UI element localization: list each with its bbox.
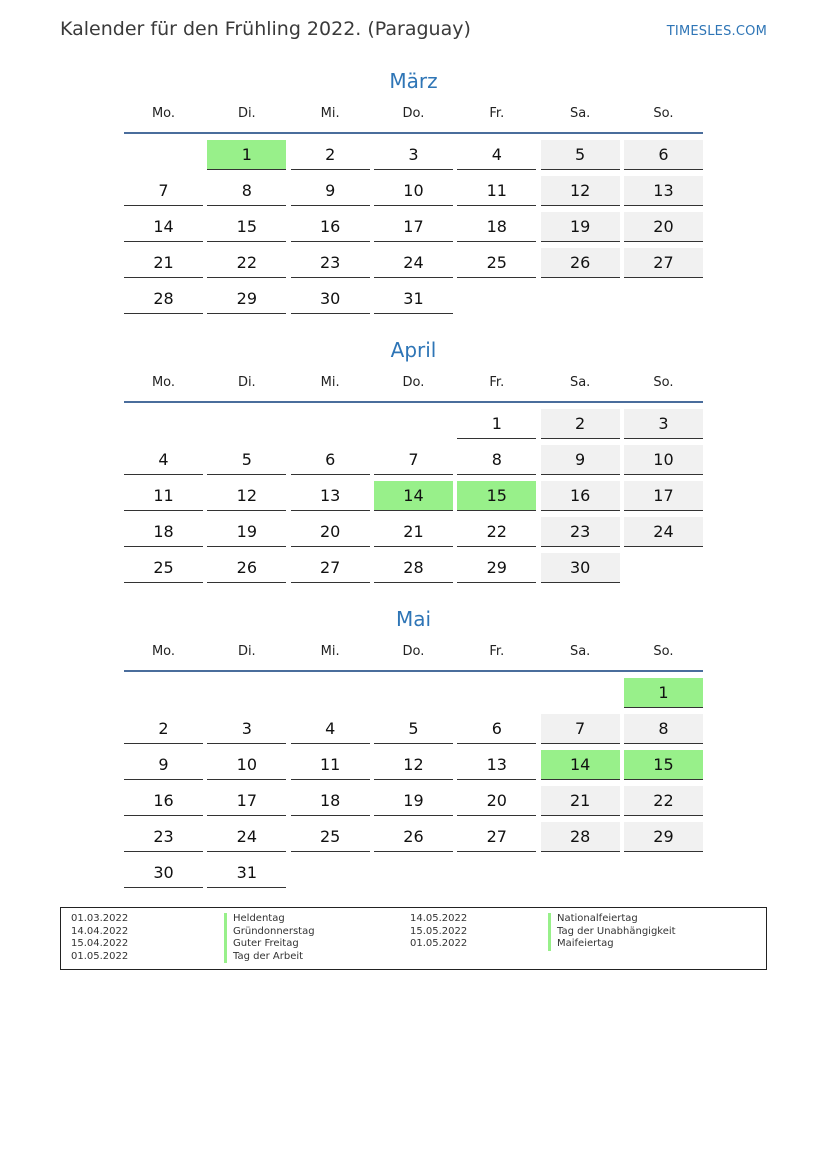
day-cell: 4 [124, 445, 203, 475]
legend-date: 14.04.2022 [71, 925, 129, 937]
weekday-header [124, 373, 703, 403]
month-may [124, 604, 703, 888]
day-cell: 2 [291, 140, 370, 170]
day-cell: 19 [374, 786, 453, 816]
day-cell: 27 [457, 822, 536, 852]
weekday-label: Fr. [489, 644, 505, 659]
month-name: März [389, 69, 438, 93]
weekday-label: Mo. [151, 106, 176, 121]
holiday-day-cell: 14 [374, 481, 453, 511]
day-cell: 29 [624, 822, 703, 852]
month-name: Mai [395, 607, 432, 631]
page-title: Kalender für den Frühling 2022. (Paraguay) [60, 18, 471, 40]
holiday-day-cell: 15 [457, 481, 536, 511]
legend-dates-right [410, 913, 467, 951]
holiday-day-cell: 15 [624, 750, 703, 780]
day-cell: 3 [374, 140, 453, 170]
legend-holiday-name: Tag der Arbeit [224, 951, 315, 964]
legend-holiday-name: Gründonnerstag [224, 926, 315, 939]
day-cell: 23 [291, 248, 370, 278]
day-cell: 6 [624, 140, 703, 170]
empty-cell [124, 678, 203, 707]
legend-dates-left [71, 913, 128, 963]
day-cell: 31 [207, 858, 286, 888]
weekday-header [124, 104, 703, 134]
day-cell: 27 [624, 248, 703, 278]
holiday-day-cell: 1 [624, 678, 703, 708]
weekday-label: So. [653, 644, 674, 659]
day-cell: 3 [624, 409, 703, 439]
day-cell: 28 [541, 822, 620, 852]
day-cell: 8 [457, 445, 536, 475]
day-cell: 23 [541, 517, 620, 547]
day-cell: 7 [374, 445, 453, 475]
day-cell: 24 [374, 248, 453, 278]
weekday-label: So. [653, 375, 674, 390]
legend-names-left [224, 913, 315, 963]
day-cell: 25 [457, 248, 536, 278]
day-grid [124, 140, 703, 314]
weekday-label: Do. [402, 375, 425, 390]
day-cell: 16 [124, 786, 203, 816]
weekday-label: Fr. [489, 375, 505, 390]
weekday-label: Do. [402, 106, 425, 121]
legend-date: 01.05.2022 [71, 950, 129, 962]
day-cell: 7 [541, 714, 620, 744]
day-cell: 21 [374, 517, 453, 547]
legend-holiday-name: Heldentag [224, 913, 315, 926]
day-cell: 11 [124, 481, 203, 511]
day-cell: 24 [207, 822, 286, 852]
day-cell: 27 [291, 553, 370, 583]
weekday-label: Sa. [569, 106, 591, 121]
day-cell: 10 [374, 176, 453, 206]
empty-cell [291, 409, 370, 438]
day-cell: 28 [124, 284, 203, 314]
weekday-label: Mi. [320, 375, 340, 390]
weekday-label: Sa. [569, 375, 591, 390]
day-cell: 3 [207, 714, 286, 744]
holiday-day-cell: 14 [541, 750, 620, 780]
day-cell: 25 [124, 553, 203, 583]
day-cell: 30 [291, 284, 370, 314]
day-cell: 7 [124, 176, 203, 206]
day-cell: 11 [457, 176, 536, 206]
day-cell: 20 [291, 517, 370, 547]
day-cell: 15 [207, 212, 286, 242]
day-cell: 26 [207, 553, 286, 583]
weekday-label: Mo. [151, 375, 176, 390]
day-cell: 22 [457, 517, 536, 547]
day-grid [124, 678, 703, 888]
legend-date: 15.05.2022 [410, 925, 468, 937]
day-cell: 2 [541, 409, 620, 439]
day-cell: 19 [541, 212, 620, 242]
empty-cell [374, 409, 453, 438]
day-cell: 21 [541, 786, 620, 816]
weekday-label: Mi. [320, 106, 340, 121]
legend-date: 01.05.2022 [410, 938, 468, 950]
weekday-header [124, 642, 703, 672]
day-cell: 20 [457, 786, 536, 816]
day-cell: 14 [124, 212, 203, 242]
day-cell: 6 [291, 445, 370, 475]
day-cell: 18 [291, 786, 370, 816]
day-cell: 29 [457, 553, 536, 583]
day-cell: 30 [124, 858, 203, 888]
day-cell: 16 [541, 481, 620, 511]
empty-cell [291, 678, 370, 707]
day-cell: 28 [374, 553, 453, 583]
day-cell: 5 [207, 445, 286, 475]
day-grid [124, 409, 703, 583]
day-cell: 12 [374, 750, 453, 780]
day-cell: 25 [291, 822, 370, 852]
legend-names-right [548, 913, 676, 951]
holiday-legend [60, 907, 767, 970]
day-cell: 8 [207, 176, 286, 206]
empty-cell [374, 678, 453, 707]
day-cell: 16 [291, 212, 370, 242]
empty-cell [457, 678, 536, 707]
day-cell: 13 [457, 750, 536, 780]
day-cell: 30 [541, 553, 620, 583]
empty-cell [124, 409, 203, 438]
day-cell: 26 [541, 248, 620, 278]
brand-link[interactable]: TIMESLES.COM [666, 24, 767, 39]
weekday-label: Mo. [151, 644, 176, 659]
legend-date: 14.05.2022 [410, 913, 468, 924]
weekday-label: Di. [237, 106, 256, 121]
legend-holiday-name: Tag der Unabhängigkeit [548, 926, 676, 939]
day-cell: 9 [124, 750, 203, 780]
weekday-label: Di. [237, 644, 256, 659]
day-cell: 26 [374, 822, 453, 852]
day-cell: 12 [207, 481, 286, 511]
day-cell: 18 [457, 212, 536, 242]
legend-holiday-name: Guter Freitag [224, 938, 315, 951]
day-cell: 1 [457, 409, 536, 439]
day-cell: 22 [624, 786, 703, 816]
day-cell: 5 [541, 140, 620, 170]
day-cell: 18 [124, 517, 203, 547]
day-cell: 17 [207, 786, 286, 816]
day-cell: 21 [124, 248, 203, 278]
weekday-label: Di. [237, 375, 256, 390]
month-march [124, 66, 703, 314]
month-april [124, 335, 703, 583]
day-cell: 2 [124, 714, 203, 744]
day-cell: 12 [541, 176, 620, 206]
day-cell: 9 [541, 445, 620, 475]
weekday-label: Do. [402, 644, 425, 659]
day-cell: 31 [374, 284, 453, 314]
weekday-label: Fr. [489, 106, 505, 121]
day-cell: 20 [624, 212, 703, 242]
legend-holiday-name: Maifeiertag [548, 938, 676, 951]
day-cell: 6 [457, 714, 536, 744]
legend-date: 01.03.2022 [71, 913, 129, 924]
day-cell: 8 [624, 714, 703, 744]
day-cell: 22 [207, 248, 286, 278]
day-cell: 29 [207, 284, 286, 314]
legend-date: 15.04.2022 [71, 938, 129, 950]
day-cell: 17 [624, 481, 703, 511]
day-cell: 5 [374, 714, 453, 744]
day-cell: 17 [374, 212, 453, 242]
day-cell: 4 [291, 714, 370, 744]
day-cell: 9 [291, 176, 370, 206]
day-cell: 19 [207, 517, 286, 547]
empty-cell [207, 678, 286, 707]
day-cell: 24 [624, 517, 703, 547]
empty-cell [124, 140, 203, 169]
day-cell: 13 [291, 481, 370, 511]
weekday-label: Sa. [569, 644, 591, 659]
weekday-label: Mi. [320, 644, 340, 659]
month-name: April [390, 338, 437, 362]
holiday-day-cell: 1 [207, 140, 286, 170]
day-cell: 10 [624, 445, 703, 475]
empty-cell [541, 678, 620, 707]
day-cell: 23 [124, 822, 203, 852]
legend-holiday-name: Nationalfeiertag [548, 913, 676, 926]
day-cell: 10 [207, 750, 286, 780]
day-cell: 11 [291, 750, 370, 780]
empty-cell [207, 409, 286, 438]
day-cell: 13 [624, 176, 703, 206]
weekday-label: So. [653, 106, 674, 121]
day-cell: 4 [457, 140, 536, 170]
